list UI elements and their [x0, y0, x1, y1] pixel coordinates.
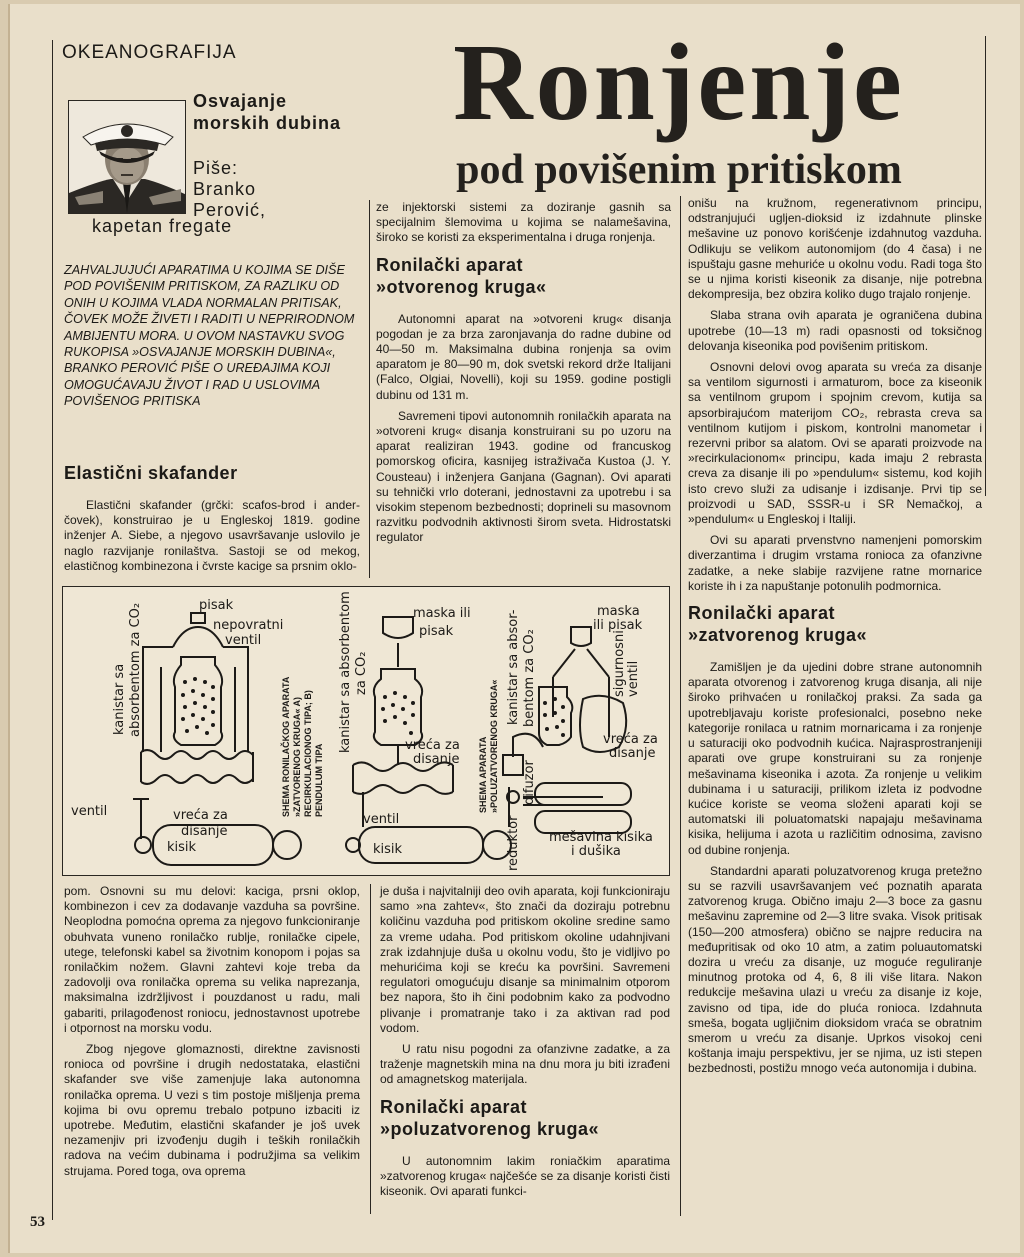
label-disanje: disanje: [181, 824, 228, 839]
paragraph: U ratu nisu pogodni za ofanzivne zadatke, a za traženje magnetskih mina na dnu mora ju biti izrađeni od amagnetskog materijala.: [380, 1042, 670, 1087]
column-1-bottom: [64, 884, 360, 1185]
section-label: OKEANOGRAFIJA: [62, 42, 237, 63]
left-rule: [52, 40, 53, 1220]
label-co2-b: za CO₂: [354, 651, 369, 695]
label-pisak-b: pisak: [419, 624, 454, 639]
author-rank: kapetan fregate: [92, 216, 233, 236]
column-2-bottom: [380, 884, 670, 1205]
label-ventil-left: ventil: [71, 804, 108, 819]
apparatus-diagram: [62, 586, 670, 876]
caption-closed-circuit: [280, 676, 324, 817]
paragraph: Ovi su aparati prvenstvno namenjeni pomorskim diverzantima i drugim vrstama ronioca za ofanzivne zadatke, a neke slabije razvijene ratne mornarice koriste ih i za napuštanje potonulih podmornica.: [688, 533, 982, 593]
label-mesavina: mešavina kisika: [549, 830, 653, 845]
label-vreca: vreća za: [173, 808, 228, 823]
paragraph: Autonomni aparat na »otvoreni krug« disanja pogodan je za brza zaronjavanja do radne dubine od 40—50 m. Maksimalna dubina ronjenja sa ovim aparatom je 80—90 m, dok svetski rekord drže Italijani (Falco, Olgiai, Novelli), koji su 1959. godine postigli dubinu od 131 m.: [376, 311, 671, 402]
series-subtitle: Osvajanje morskih dubina: [193, 91, 342, 133]
article-lead: ZAHVALJUJUĆI APARATIMA U KOJIMA SE DIŠE POD POVIŠENIM PRITISKOM, ZA RAZLIKU OD ONIH U KOJIMA VLADA NORMALAN PRITISAK, ČOVEK MOŽE ŽIVETI I RADITI U NEPRIRODNOM AMBIJENTU MORA. U OVOM NASTAVKU SVOG RUKOPISA »OSVAJANJE MORSKIH DUBINA«, BRANKO PEROVIĆ PIŠE O UREĐAJIMA KOJI OMOGUĆAVAJU ŽIVOT I RAD U USLOVIMA POVIŠENOG PRITISKA: [64, 263, 355, 409]
label-maska: maska ili: [413, 606, 471, 621]
label-ventil-c: ventil: [626, 660, 641, 697]
paragraph: onišu na kružnom, regenerativnom principu, odstranjujući ugljen-dioksid iz izdahnute plinske mešavine uz ponovo korišćenje izdahnutog vazduha. Odlikuju se velikom autonomijom (do 4 časa) i ne ispuštaju gasne mehuriće u okolnu vodu. Radi toga što se u njima koristi kiseonik za disanje, nije potrebna dekompresija, bez obzira koliko dugo trajalo ronjenje.: [688, 196, 982, 302]
column-divider: [370, 884, 371, 1214]
page-number: 53: [30, 1214, 45, 1230]
label-kanistar-b: kanistar sa absorbentom: [338, 591, 353, 753]
paragraph: Savremeni tipovi autonomnih ronilačkih aparata na »otvoreni krug« disanja konstruirani su po uzoru na aparat realiziran 1943. godine od francuskog pomorskog oficira, kasnijeg istraživača Kustoa (J. Y. Cousteau) i inženjera Ganjana (Gagnan). Ovi aparati su tehnički vrlo doterani, jednostavni za upotrebu i sa visokim stepenom bezbednosti; doprineli su masovnom razvitku podvodnih aktivnosti širom sveta. Hidrostatski regulator: [376, 408, 671, 545]
label-kanistar: kanistar sa: [112, 663, 127, 735]
paragraph: Standardni aparati poluzatvorenog kruga pretežno su se razvili usavršavanjem već poznatih aparata zatvorenog kruga. Obično imaju 2—3 boce za gasnu mešavinu zapremine od 2—3 litre svaka. Visok pritisak (150—200 atmosfera) obično se najpre reducira na međupritisak od oko 10 atm, a zatim poluautomatski dozira u vreću za disanje, uz moguće reguliranje minutnog protoka od 4, 6, 8 ili više litara. Nakon redukcije mešavina ulazi u vreću za disanje iz koje, zavisno od tipa, ide do pluća ronioca. Izdahnuta smeša, bogata ugljičnim dioksidom vraća se obratnim smerom u vreću za disanje. Uprkos visokoj ceni koštanja imaju perspektivu, jer se njima, uz isti stepen bezbednosti, postižu mnogo veća autonomija i dubina.: [688, 863, 982, 1076]
absorbent-granules-a: [181, 677, 215, 735]
svg-text:SHEMA RONILAČKOG APARATA: SHEMA RONILAČKOG APARATA: [281, 676, 291, 817]
paragraph: Osnovni delovi ovog aparata su vreća za disanje sa ventilom sigurnosti i armaturom, boce za kiseonik sa ventilnom grupom i spojnim crevom, kutija sa apsorbirajućom materijom CO₂, rebrasta creva sa ventilnom kutijom i piskom, kontrolni manometar i rezervni pribor sa alatom. Ovi se aparati proizvode na »recirkulacionom« principu, kada imaju 2 rebrasta creva za disanje ili po »pendulum« sistemu, kod kojih isto crevo služi za udisanje i izdisanje. Prvi tip se proizvodi u SAD, SSSR-u i SR Nemačkoj, a »pendulum« u Engleskoj i Italiji.: [688, 360, 982, 527]
paragraph: U autonomnim lakim roniačkim aparatima »zatvorenog kruga« najčešće se za disanje koristi čisti kiseonik. Ovi aparati funkci-: [380, 1153, 670, 1199]
heading-otvoreni-krug: Ronilački aparat »otvorenog kruga«: [376, 254, 547, 297]
column-divider: [369, 200, 370, 578]
column-divider: [680, 196, 681, 1216]
right-rule: [985, 36, 986, 496]
svg-text:RECIRKULACIONOG TIPA; B): RECIRKULACIONOG TIPA; B): [303, 690, 313, 817]
column-3: [688, 196, 982, 1083]
label-duska: i dušika: [571, 844, 621, 859]
label-vreca-b: vreća za: [405, 738, 460, 753]
apparatus-schematics: [63, 587, 671, 877]
paragraph: pom. Osnovni su mu delovi: kaciga, prsni oklop, kombinezon i cev za dodavanje vazduha sa površine. Neoplodna pomoćna oprema za njegovo funkcioniranje obuhvata vuneno ronilačko rublje, ronilačke cipele, utege, telefonski kabel sa životnim konopom i pojas sa ronilačkim nožem. Glavni zahtevi koje treba da zadovolji ova ronilačka oprema su velika naprezanja, maksimalna izdržljivost i pouzdanost u radu, mali gabariti, prilagođenost roniocu, jednostavnost upotrebe i otpornost na morsku vodu.: [64, 884, 360, 1035]
label-disanje-b: disanje: [413, 752, 460, 767]
heading-poluzatvoreni-krug: Ronilački aparat »poluzatvorenog kruga«: [380, 1096, 600, 1139]
caption-semi-closed: [478, 680, 499, 813]
heading-elasticni-skafander: Elastični skafander: [64, 463, 238, 483]
author-byline: Piše: Branko Perović,: [193, 158, 267, 220]
label-reduktor: reduktor: [506, 815, 521, 871]
label-maska-c: maska: [597, 604, 640, 619]
paragraph: je duša i najvitalniji deo ovih aparata, koji funkcioniraju samo »na zahtev«, što znači da doziraju potrebnu količinu vazduha pod pritiskom okoline sredine samo za vreme udaha. Pod pritiskom okoline udahnjivani zrak izdahnjuje duša u okolnu vodu, što je vidljivo po mehurićima koji se kreću ka površini. Savremeni regulatori omogućuju disanje sa minimalnim otporom bez napora, što ih čini podobnim kako za podvodno plivanje i promatranje tako i za aktivan rad pod vodom.: [380, 884, 670, 1035]
paragraph: Elastični skafander (grčki: scafos-brod i ander-čovek), konstruirao je u Engleskoj 1819. godine inženjer A. Siebe, a njegovo usavršavanje uslovilo je naglo razvijanje ronilaštva. Sastoji se od mekog, elastičnog kombinezona i čvrste kacige sa prsnim oklo-: [64, 498, 360, 573]
paragraph: ze injektorski sistemi za doziranje gasnih sa specijalnim šlemovima u kojima se nalamešavina, široko se koristi za eksperimentalna i druga ronjenja.: [376, 200, 671, 245]
label-kanistar-c: kanistar sa absor-: [506, 609, 521, 725]
svg-text:SHEMA APARATA: SHEMA APARATA: [478, 736, 488, 813]
paragraph: Zamišljen je da ujedini dobre strane autonomnih aparata otvorenog i zatvorenog kruga disanja, ali nije široko prihvaćen u ronilačkoj praksi. Za sada ga upotrebljavaju koriste profesionalci, posebno neke kategorije ronilaca u ratnim mornaricama i za ronjenje u saturaciji oko podvodnih kućica. Najrasprostranjeniji aparati ove grupe konstruirani su za ronjenje mešavinama kiseonika i azota. Za ronjenje u velikim dubinama i u saturaciji, prilikom izleta iz podvodne kućice koriste se veoma složeni aparati koji se automatski ili poluatomatski napajaju mešavinama kisika, helijuma i azota u različitim odnosima, zavisno od dubine ronjenja.: [688, 660, 982, 857]
label-disanje-c: disanje: [609, 746, 656, 761]
label-vreca-c: vreća za: [603, 732, 658, 747]
label-kisik-b: kisik: [373, 842, 403, 857]
paragraph: Zbog njegove glomaznosti, direktne zavisnosti ronioca od površine i drugih nedostataka, elastični skafander sve više zamenjuje laka autonomna ronilačka oprema. U vezi s tim postoje mišljenja prema kojima bi ovu opremu trebalo potpuno izbaciti iz upotrebe. Međutim, elastični skafander je još uvek nezamenjiv pri izvođenju dugih i teških ronilačkih radova na većim dubinama i podružjima sa velikim strujama. Pored toga, ova oprema: [64, 1042, 360, 1178]
label-bentom-c: bentom za CO₂: [522, 629, 537, 727]
svg-text:PENDULUM TIPA: PENDULUM TIPA: [314, 743, 324, 817]
label-pisak-c: ili pisak: [593, 618, 643, 633]
label-nepovratni: nepovratni: [213, 618, 284, 633]
svg-text:»ZATVORENOG KRUGA« A): »ZATVORENOG KRUGA« A): [292, 696, 302, 817]
label-sigurnosni: sigurnosni: [612, 630, 627, 697]
author-photo: [68, 100, 186, 214]
label-ventil-b: ventil: [363, 812, 400, 827]
label-apsorbent: absorbentom za CO₂: [128, 602, 143, 737]
author-portrait-image: [69, 101, 186, 214]
absorbent-granules-b: [381, 691, 415, 735]
label-pisak: pisak: [199, 598, 234, 613]
label-kisik: kisik: [167, 840, 197, 855]
column-1-top: [64, 454, 360, 580]
article-subtitle: pod povišenim pritiskom: [456, 147, 902, 193]
article-title: Ronjenje: [453, 21, 905, 143]
column-2-top: [376, 200, 671, 552]
label-ventil-top: ventil: [225, 633, 262, 648]
paragraph: Slaba strana ovih aparata je ograničena dubina upotrebe (10—13 m) radi opasnosti od toksičnog delovanja kiseonika pod povišenim pritiskom.: [688, 308, 982, 353]
label-difuzor: difuzor: [522, 760, 537, 805]
heading-zatvoreni-krug: Ronilački aparat »zatvorenog kruga«: [688, 603, 868, 646]
svg-text:»POLUZATVORENOG KRUGA«: »POLUZATVORENOG KRUGA«: [489, 679, 499, 813]
